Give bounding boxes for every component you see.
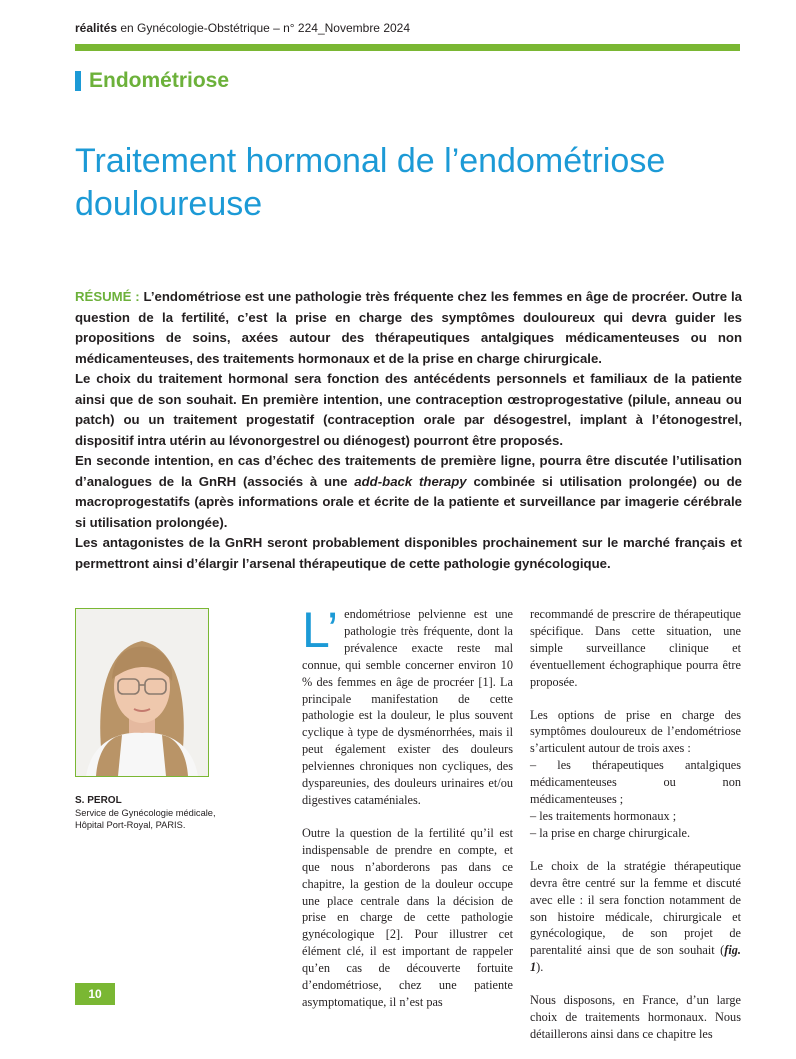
abstract-p4: Les antagonistes de la GnRH seront probablement disponibles prochainement sur le marché français et permettront ainsi d’élargir l’arsenal thérapeutique de cette pathologie gynécologique. [75, 535, 742, 571]
page-number: 10 [75, 983, 115, 1005]
list-item: – la prise en charge chirurgicale. [530, 825, 691, 840]
abstract-p3: En seconde intention, en cas d’échec des traitements de première ligne, pourra être discutée l’utilisation d’analogues de la GnRH (associés à une add-back therapy combinée si utilisation prolongée) ou de macroprogestatifs (après informations orale et écrite de la patiente et surveillance par imagerie cérébrale si utilisation prolongée). [75, 453, 743, 530]
figure-reference: fig. 1 [530, 943, 741, 975]
col2-p1: recommandé de prescrire de thérapeutique spécifique. Dans cette situation, une simple surveillance clinique et éventuellement échographique pourra être proposée. [530, 607, 741, 689]
issue-info: en Gynécologie-Obstétrique – n° 224_Novembre 2024 [117, 21, 411, 35]
journal-name: réalités [75, 21, 118, 35]
author-block [75, 795, 245, 831]
body-column-1 [302, 602, 513, 1027]
add-back-term: add-back therapy [354, 473, 467, 489]
col2-p2: Les options de prise en charge des symptômes douloureux de l’endométriose s’articulent autour de trois axes : [530, 707, 741, 756]
author-affiliation-2: Hôpital Port-Royal, PARIS. [75, 820, 186, 830]
col1-p2: Outre la question de la fertilité qu’il est indispensable de prendre en compte, et que nous n’aborderons pas dans ce chapitre, la gestion de la douleur occupe une place centrale dans la décision de prise en charge de cette pathologie gynécologique [2]. Pour illustrer cet élément clé, il est important de rappeler qu’en cas de découverte fortuite d’endométriose, chez une patiente asymptomatique, il n’est pas [302, 825, 513, 1009]
section-heading [75, 69, 229, 93]
section-label: Endométriose [89, 69, 230, 92]
body-column-2 [530, 606, 741, 1059]
list-item: – les traitements hormonaux ; [530, 808, 677, 823]
running-header [75, 21, 410, 35]
header-rule [75, 44, 740, 51]
author-portrait-illustration [76, 609, 208, 776]
col2-p4: Nous disposons, en France, d’un large choix de traitements hormonaux. Nous détaillerons ainsi dans ce chapitre les [530, 993, 741, 1041]
author-affiliation-1: Service de Gynécologie médicale, [75, 808, 216, 818]
col2-p3: Le choix de la stratégie thérapeutique devra être centré sur la femme et discuté avec elle : il sera fonction notamment de son histoire médicale, chirurgicale et gynécologique, de son projet de parentalité ainsi que de son souhait (fig. 1). [530, 858, 741, 975]
abstract-p2: Le choix du traitement hormonal sera fonction des antécédents personnels et familiaux de la patiente ainsi que de son souhait. En première intention, une contraception œstroprogestative (pilule, anneau ou patch) ou un traitement progestatif (contraception orale par désogestrel, implant à l’étonogestrel, dispositif intra utérin au lévonorgestrel ou diénogest) pourront être proposés. [75, 371, 742, 448]
abstract [75, 287, 742, 574]
drop-cap: L’ [302, 602, 339, 658]
author-photo [75, 608, 209, 777]
col1-p1: endométriose pelvienne est une pathologie très fréquente, dont la prévalence exacte reste mal connue, qui semble concerner environ 10 % des femmes en âge de procréer [1]. La principale manifestation de cette pathologie est la douleur, le plus souvent cyclique à type de dysménorrhées, mais il peut également exister des douleurs pelviennes chroniques non cycliques, des dyspareunies, des douleurs urinaires et/ou digestives cataméniales. [302, 607, 513, 807]
list-item: – les thérapeutiques antalgiques médicamenteuses ou non médicamenteuses ; [530, 758, 741, 807]
section-marker [75, 71, 81, 91]
abstract-p1: L’endométriose est une pathologie très fréquente chez les femmes en âge de procréer. Outre la question de la fertilité, c’est la prise en charge des symptômes douloureux qui devra guider les propositions de soins, axées autour des thérapeutiques antalgiques médicamenteuses ou non médicamenteuses, des traitements hormonaux et de la prise en charge chirurgicale. [75, 289, 742, 366]
abstract-label: RÉSUMÉ : [75, 289, 140, 304]
author-name: S. PEROL [75, 795, 122, 806]
article-title: Traitement hormonal de l’endométriose douloureuse [75, 142, 666, 223]
